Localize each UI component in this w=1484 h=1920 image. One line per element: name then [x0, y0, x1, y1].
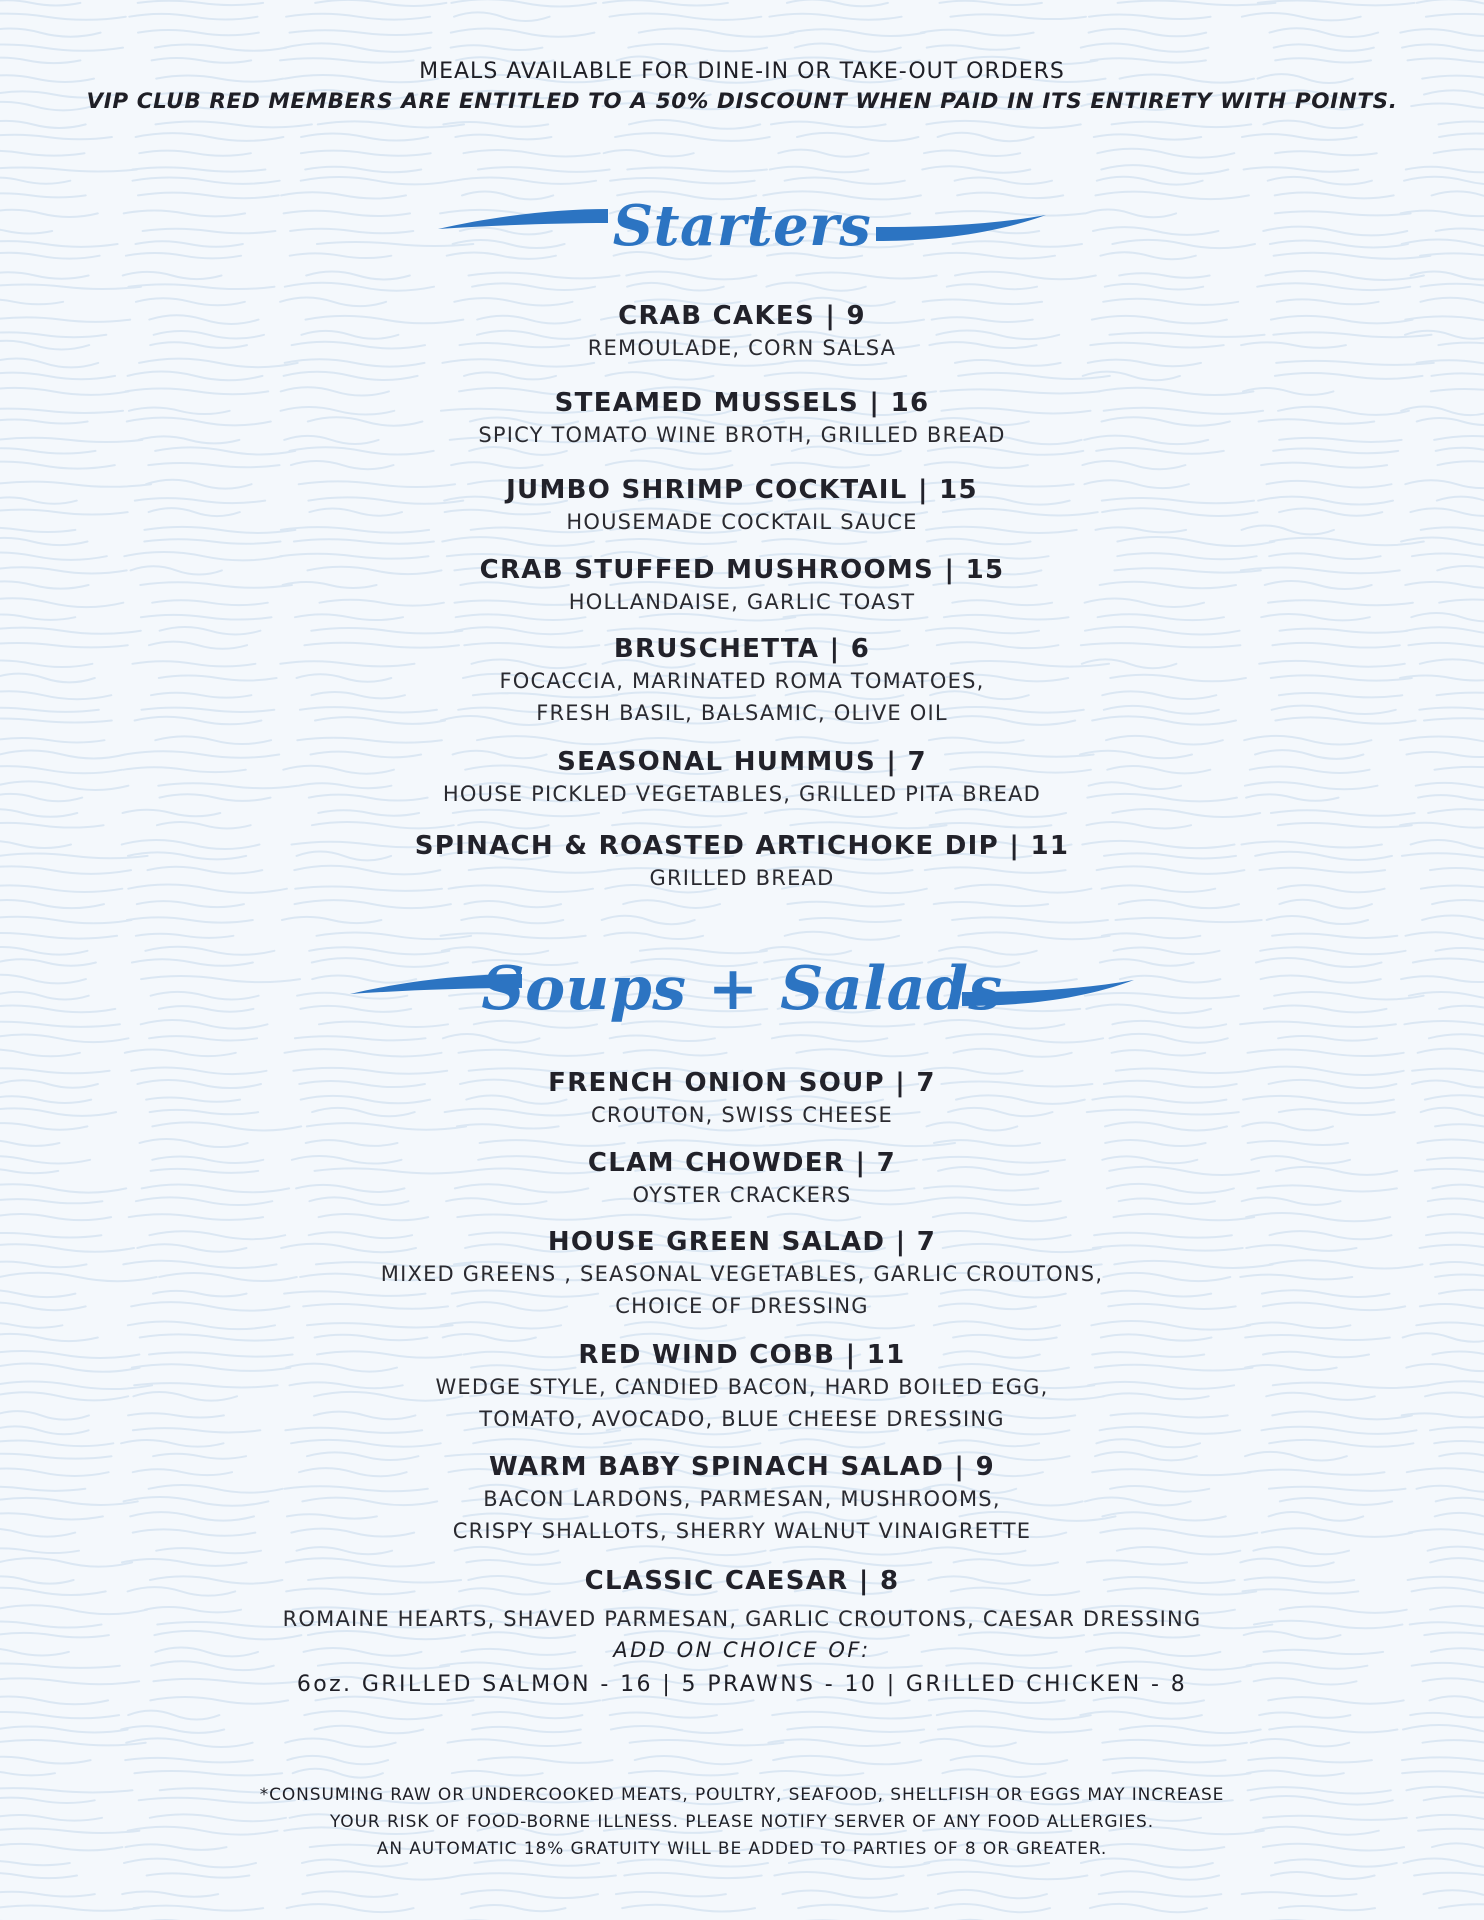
menu-item-description: GRILLED BREAD: [649, 866, 835, 890]
menu-item-description: CHOICE OF DRESSING: [615, 1294, 869, 1318]
footer-line: YOUR RISK OF FOOD-BORNE ILLNESS. PLEASE NOTIFY SERVER OF ANY FOOD ALLERGIES.: [329, 1812, 1155, 1832]
menu-item: [0, 830, 1484, 894]
menu-item-description: REMOULADE, CORN SALSA: [587, 336, 897, 360]
menu-item: [0, 474, 1484, 538]
menu-item-name: BRUSCHETTA | 6: [613, 634, 871, 664]
header-vip-discount-note: VIP CLUB RED MEMBERS ARE ENTITLED TO A 50% DISCOUNT WHEN PAID IN ITS ENTIRETY WITH POINTS.: [86, 89, 1398, 114]
menu-item-description: FOCACCIA, MARINATED ROMA TOMATOES,: [499, 669, 985, 693]
menu-item: [0, 1339, 1484, 1435]
menu-item-description: OYSTER CRACKERS: [632, 1183, 852, 1207]
starters-heading: [0, 185, 1484, 275]
menu-item-description: HOUSE PICKLED VEGETABLES, GRILLED PITA BREAD: [442, 782, 1042, 806]
menu-item-description: TOMATO, AVOCADO, BLUE CHEESE DRESSING: [479, 1407, 1005, 1431]
footer-line: *CONSUMING RAW OR UNDERCOOKED MEATS, POULTRY, SEAFOOD, SHELLFISH OR EGGS MAY INCREASE: [259, 1785, 1225, 1805]
menu-item-description: HOLLANDAISE, GARLIC TOAST: [568, 590, 916, 614]
menu-item-name: STEAMED MUSSELS | 16: [554, 388, 930, 418]
menu-item-name: CLASSIC CAESAR | 8: [584, 1566, 900, 1596]
menu-item-name: SPINACH & ROASTED ARTICHOKE DIP | 11: [414, 831, 1070, 861]
menu-item-name: JUMBO SHRIMP COCKTAIL | 15: [506, 475, 978, 505]
menu-item-name: FRENCH ONION SOUP | 7: [548, 1068, 936, 1098]
menu-item-description: SPICY TOMATO WINE BROTH, GRILLED BREAD: [478, 423, 1006, 447]
soups-salads-heading: [0, 950, 1484, 1040]
menu-item-description: BACON LARDONS, PARMESAN, MUSHROOMS,: [483, 1487, 1001, 1511]
menu-item-description: MIXED GREENS , SEASONAL VEGETABLES, GARLIC CROUTONS,: [380, 1262, 1104, 1286]
menu-item-description: CRISPY SHALLOTS, SHERRY WALNUT VINAIGRETTE: [452, 1519, 1032, 1543]
menu-item: [0, 1451, 1484, 1547]
header-availability-note: MEALS AVAILABLE FOR DINE-IN OR TAKE-OUT ORDERS: [419, 59, 1065, 84]
menu-item-name: SEASONAL HUMMUS | 7: [557, 747, 927, 777]
menu-item-description: CROUTON, SWISS CHEESE: [591, 1103, 893, 1127]
menu-item: [0, 746, 1484, 810]
menu-item-name: HOUSE GREEN SALAD | 7: [547, 1227, 937, 1257]
footer-disclaimer: [0, 1782, 1484, 1863]
menu-item-description: ROMAINE HEARTS, SHAVED PARMESAN, GARLIC CROUTONS, CAESAR DRESSING: [282, 1607, 1202, 1631]
footer-line: AN AUTOMATIC 18% GRATUITY WILL BE ADDED TO PARTIES OF 8 OR GREATER.: [376, 1839, 1108, 1859]
menu-item-name: CRAB CAKES | 9: [618, 301, 866, 331]
menu-item: [0, 554, 1484, 618]
addon-options: 6oz. GRILLED SALMON - 16 | 5 PRAWNS - 10 | GRILLED CHICKEN - 8: [296, 1672, 1188, 1697]
menu-item: [0, 1147, 1484, 1211]
starters-title: Starters: [612, 193, 872, 259]
menu-item-name: CRAB STUFFED MUSHROOMS | 15: [479, 555, 1005, 585]
menu-item-name: RED WIND COBB | 11: [578, 1340, 906, 1370]
menu-item: [0, 1067, 1484, 1131]
menu-item-name: CLAM CHOWDER | 7: [587, 1148, 897, 1178]
menu-item: [0, 633, 1484, 729]
addon-title: ADD ON CHOICE OF:: [613, 1638, 871, 1662]
menu-item: [0, 387, 1484, 451]
menu-item: [0, 1565, 1484, 1635]
menu-item-description: FRESH BASIL, BALSAMIC, OLIVE OIL: [536, 701, 948, 725]
menu-item: [0, 1226, 1484, 1322]
menu-item: [0, 300, 1484, 364]
soups-salads-title: Soups + Salads: [481, 954, 1003, 1024]
menu-item-description: WEDGE STYLE, CANDIED BACON, HARD BOILED EGG,: [435, 1375, 1049, 1399]
menu-item-description: HOUSEMADE COCKTAIL SAUCE: [566, 510, 918, 534]
menu-item-name: WARM BABY SPINACH SALAD | 9: [489, 1452, 995, 1482]
